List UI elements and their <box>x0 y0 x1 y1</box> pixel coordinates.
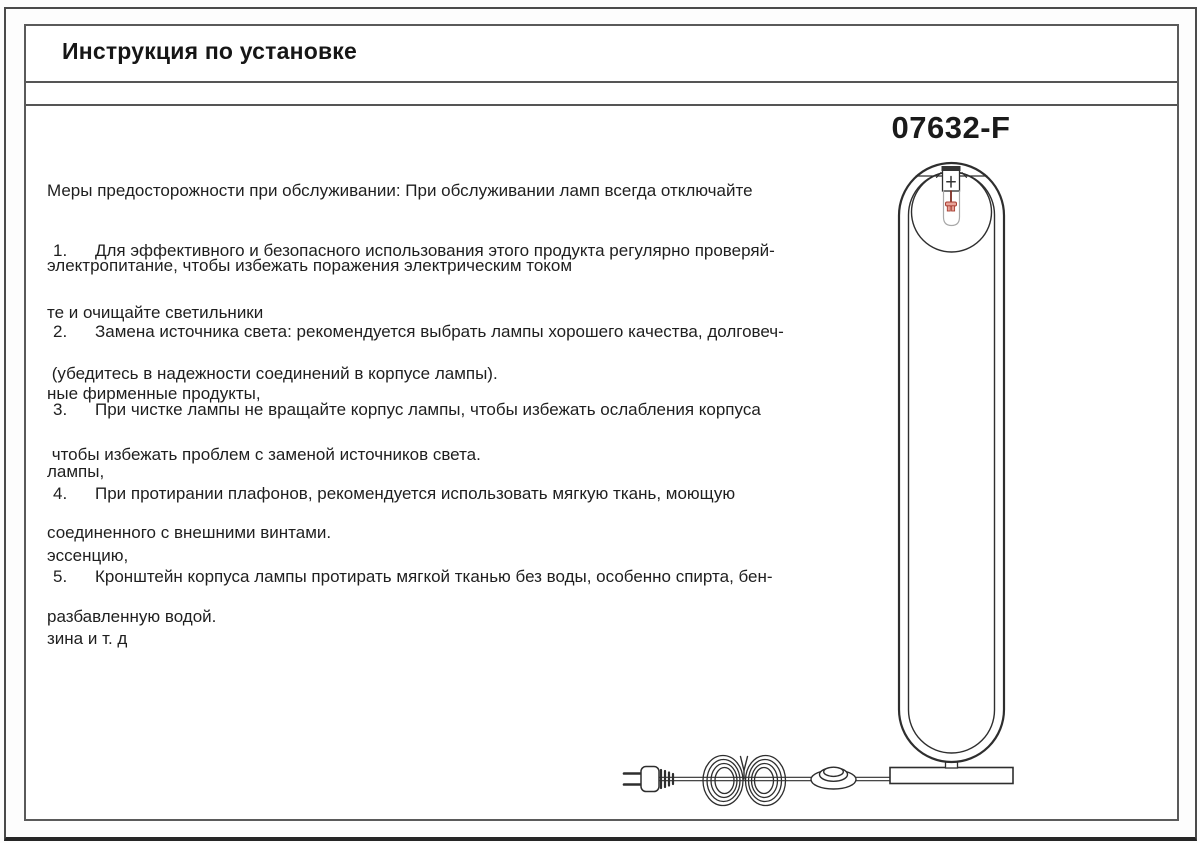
item-text: зина и т. д <box>47 628 128 648</box>
page-title: Инструкция по установке <box>62 38 357 64</box>
item-text: соединенного с внешними винтами. <box>47 523 332 542</box>
plug-body <box>641 767 659 792</box>
item-number: 2. <box>53 322 68 341</box>
diagram-lines <box>624 163 1013 806</box>
item-text: (убедитесь в надежности соединений в корпусе лампы). <box>47 364 498 383</box>
item-text: При протирании плафонов, рекомендуется использовать мягкую ткань, моющую <box>95 484 736 503</box>
foot-switch-icon <box>811 767 856 789</box>
model-number-label: 07632-F <box>891 110 1011 145</box>
lamp-base <box>890 768 1013 784</box>
item-text: Кронштейн корпуса лампы протирать мягкой тканью без воды, особенно спирта, бен- <box>95 567 773 586</box>
item-number: 5. <box>53 567 68 586</box>
item-text: те и очищайте светильники <box>47 302 264 322</box>
item-text: Для эффективного и безопасного использования этого продукта регулярно проверяй- <box>95 241 775 260</box>
item-text: чтобы избежать проблем с заменой источников света. <box>47 445 481 464</box>
item-text: Замена источника света: рекомендуется выбрать лампы хорошего качества, долговеч- <box>95 322 784 341</box>
item-number: 1. <box>53 241 68 260</box>
intro-line: Меры предосторожности при обслуживании: При обслуживании ламп всегда отключайте <box>47 181 753 200</box>
item-number: 4. <box>53 484 68 503</box>
item-text: При чистке лампы не вращайте корпус лампы, чтобы избежать ослабления корпуса <box>95 400 761 419</box>
power-plug-icon <box>624 767 673 792</box>
lamp-frame-outer <box>899 163 1004 762</box>
item-text: лампы, <box>47 461 105 481</box>
plug-ribs <box>661 770 673 788</box>
socket-cap <box>942 166 961 171</box>
item-text: эссенцию, <box>47 545 129 565</box>
item-text: разбавленную водой. <box>47 607 217 626</box>
item-text: ные фирменные продукты, <box>47 383 261 403</box>
switch-button <box>824 767 844 776</box>
plug-prongs <box>624 774 642 785</box>
intro-line: электропитание, чтобы избежать поражения электрическим током <box>47 256 573 275</box>
item-number: 3. <box>53 400 68 419</box>
